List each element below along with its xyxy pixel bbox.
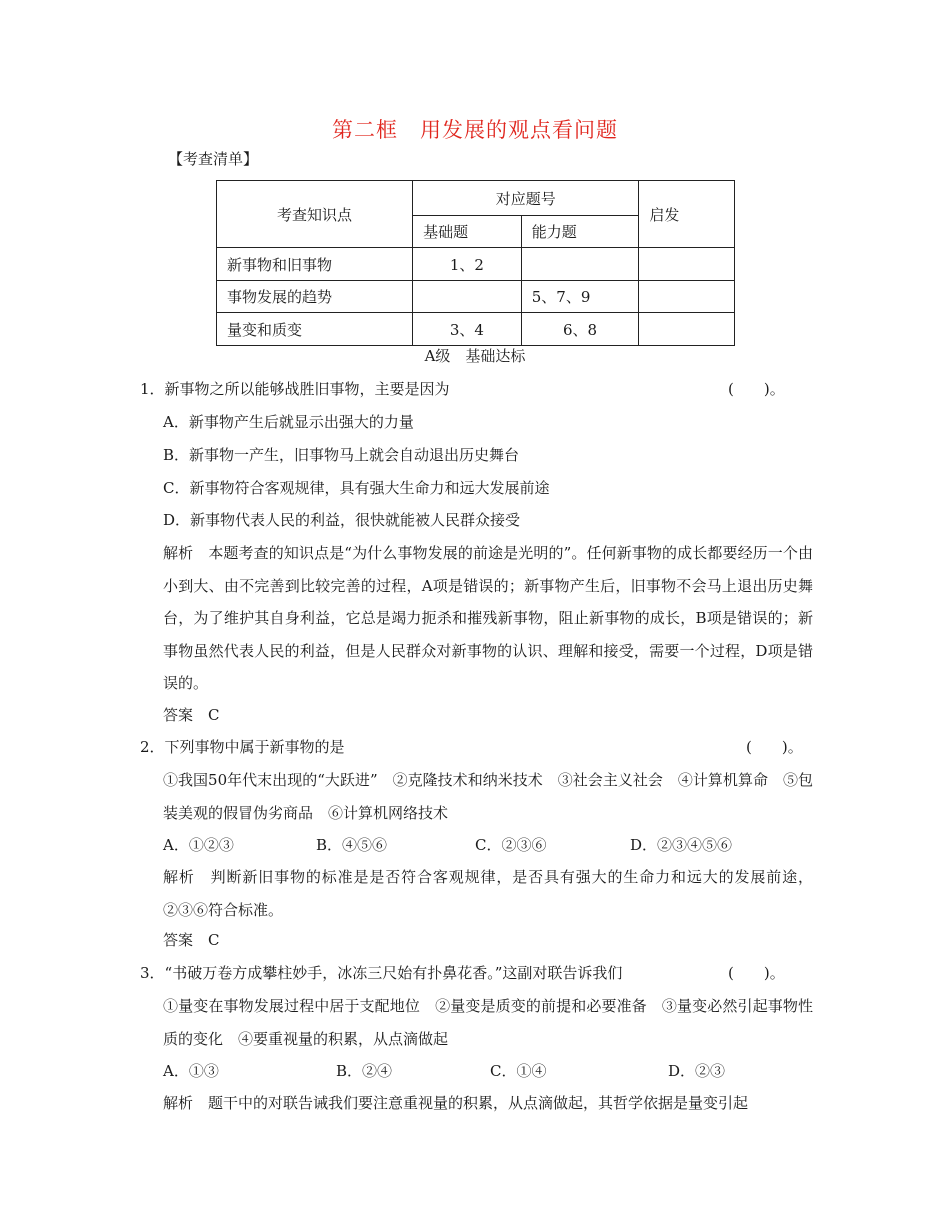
row-topic: 新事物和旧事物	[217, 248, 413, 281]
row-basic	[413, 281, 522, 313]
question-2-option-a: A．①②③	[163, 836, 234, 854]
row-insight	[639, 281, 735, 313]
question-2-bracket: ( )。	[746, 738, 803, 756]
row-basic: 1、2	[413, 248, 522, 281]
question-1-option-a: A．新事物产生后就显示出强大的力量	[163, 413, 414, 431]
question-2-option-b: B．④⑤⑥	[316, 836, 388, 854]
question-1-analysis: 解析 本题考查的知识点是“为什么事物发展的前途是光明的”。任何新事物的成长都要经历一个由小到大、由不完善到比较完善的过程，A项是错误的；新事物产生后，旧事物不会马上退出历史舞台，为了维护其自身利益，它总是竭力扼杀和摧残新事物，阻止新事物的成长，B项是错误的；新事物虽然代表人民的利益，但是人民群众对新事物的认识、理解和接受，需要一个过程，D项是错误的。	[163, 544, 813, 692]
row-topic: 量变和质变	[217, 313, 413, 346]
question-2-answer: 答案 C	[163, 931, 220, 949]
question-1-option-b: B．新事物一产生，旧事物马上就会自动退出历史舞台	[163, 446, 520, 464]
question-3-option-a: A．①③	[163, 1062, 219, 1080]
question-1-bracket: ( )。	[728, 380, 785, 398]
question-2-items: ①我国50年代末出现的“大跃进” ②克隆技术和纳米技术 ③社会主义社会 ④计算机算命 ⑤包装美观的假冒伪劣商品 ⑥计算机网络技术	[163, 771, 813, 822]
row-topic: 事物发展的趋势	[217, 281, 413, 313]
table-row	[217, 248, 735, 281]
question-3-option-d: D．②③	[668, 1062, 726, 1080]
question-3-option-c: C．①④	[490, 1062, 547, 1080]
section-label: 【考查清单】	[168, 150, 259, 168]
question-3-option-b: B．②④	[336, 1062, 393, 1080]
question-2-option-d: D．②③④⑤⑥	[630, 836, 733, 854]
level-label: A级 基础达标	[424, 347, 526, 365]
row-ability: 5、7、9	[521, 281, 639, 313]
question-3-stem: 3．“书破万卷方成攀柱妙手，冰冻三尺始有扑鼻花香。”这副对联告诉我们	[140, 964, 623, 982]
question-1-answer: 答案 C	[163, 706, 220, 724]
question-1-option-d: D．新事物代表人民的利益，很快就能被人民群众接受	[163, 511, 521, 529]
question-3-bracket: ( )。	[728, 964, 785, 982]
header-basic: 基础题	[413, 216, 522, 248]
question-1-option-c: C．新事物符合客观规律，具有强大生命力和远大发展前途	[163, 479, 550, 497]
question-2-option-c: C．②③⑥	[475, 836, 547, 854]
row-ability: 6、8	[521, 313, 639, 346]
header-knowledge: 考查知识点	[217, 181, 413, 248]
question-1-stem: 1．新事物之所以能够战胜旧事物，主要是因为	[140, 380, 450, 398]
header-question-no: 对应题号	[413, 181, 639, 216]
question-2-analysis: 解析 判断新旧事物的标准是是否符合客观规律，是否具有强大的生命力和远大的发展前途，②③⑥符合标准。	[163, 868, 813, 919]
table-row	[217, 281, 735, 313]
question-3-items: ①量变在事物发展过程中居于支配地位 ②量变是质变的前提和必要准备 ③量变必然引起事物性质的变化 ④要重视量的积累，从点滴做起	[163, 997, 813, 1048]
page-title: 第二框 用发展的观点看问题	[332, 118, 618, 142]
header-ability: 能力题	[521, 216, 639, 248]
question-2-stem: 2．下列事物中属于新事物的是	[140, 738, 345, 756]
table-row	[217, 313, 735, 346]
row-ability	[521, 248, 639, 281]
knowledge-table	[216, 180, 735, 346]
header-insight: 启发	[639, 181, 735, 248]
row-basic: 3、4	[413, 313, 522, 346]
question-3-analysis: 解析 题干中的对联告诫我们要注意重视量的积累，从点滴做起，其哲学依据是量变引起	[163, 1094, 749, 1112]
row-insight	[639, 313, 735, 346]
row-insight	[639, 248, 735, 281]
